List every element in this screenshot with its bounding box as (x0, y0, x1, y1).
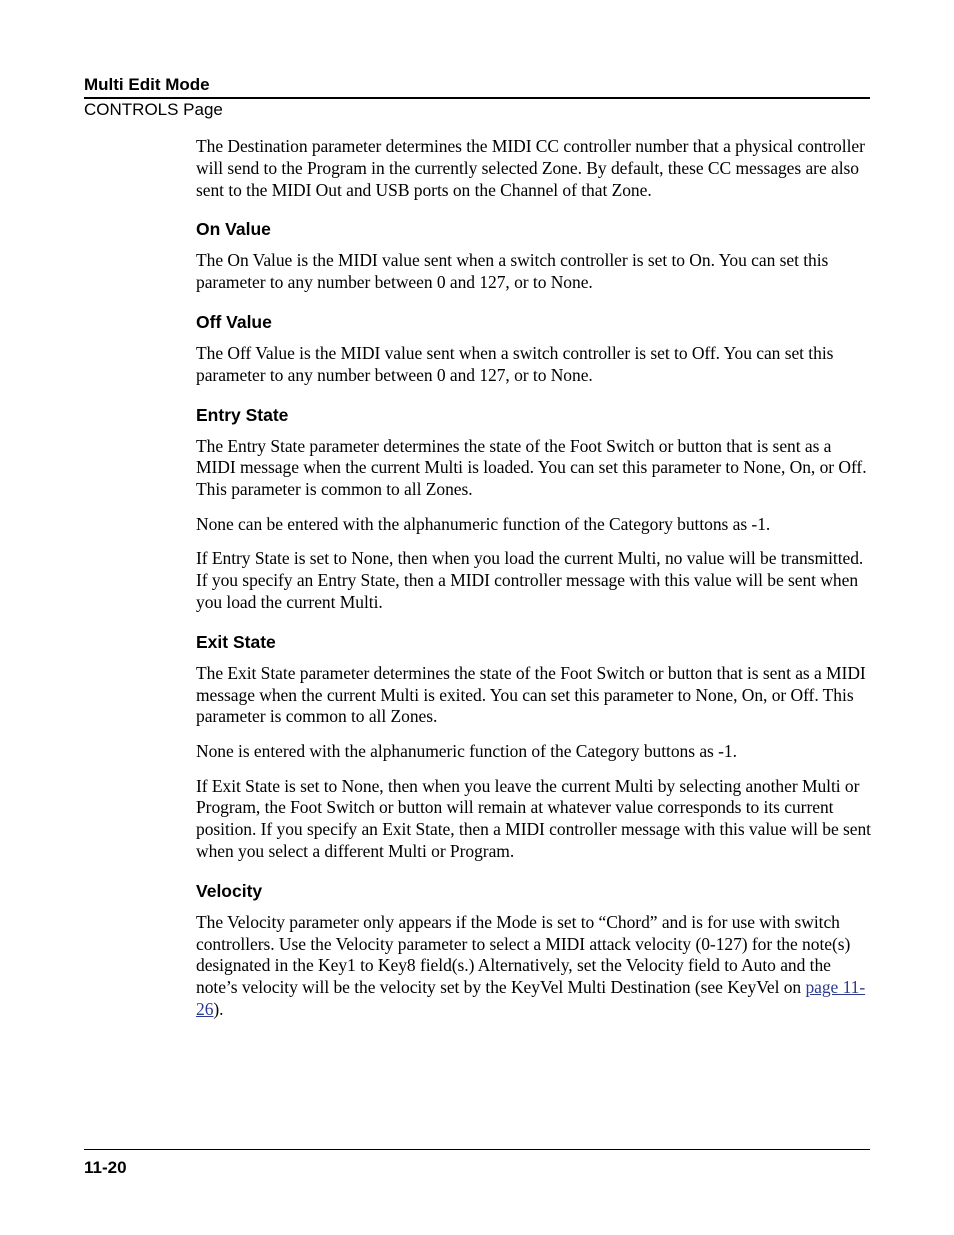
page-reference-link[interactable]: page 11-26 (196, 977, 866, 1019)
on-value-paragraph: The On Value is the MIDI value sent when a switch controller is set to On. You can set this parameter to any number between 0 and 127, or to None. (196, 250, 829, 293)
velocity-paragraph (196, 912, 872, 1021)
heading-entry-state: Entry State (196, 404, 289, 425)
footer-divider (84, 1149, 870, 1150)
off-value-paragraph: The Off Value is the MIDI value sent when a switch controller is set to Off. You can set this parameter to any number between 0 and 127, or to None. (196, 342, 834, 385)
entry-state-paragraph-2: None can be entered with the alphanumeric function of the Category buttons as -1. (196, 513, 771, 534)
exit-state-paragraph-2: None is entered with the alphanumeric function of the Category buttons as -1. (196, 740, 737, 761)
velocity-text: The Velocity parameter only appears if the Mode is set to “Chord” and is for use with switch controllers. Use the Velocity parameter to select a MIDI attack velocity (0-127) for the note(s) designated in the Key1 to Key8 field(s.) Alternatively, set the Velocity field to Auto and the note’s velocity will be the velocity set by the KeyVel Multi Destination (see KeyVel on (196, 911, 851, 998)
exit-state-paragraph-3: If Exit State is set to None, then when you leave the current Multi by selecting another Multi or Program, the Foot Switch or button will remain at whatever value corresponds to its current position. If you specify an Exit State, then a MIDI controller message with this value will be sent when you select a different Multi or Program. (196, 775, 871, 861)
main-content (196, 136, 872, 1034)
exit-state-paragraph-1: The Exit State parameter determines the state of the Foot Switch or button that is sent as a MIDI message when the current Multi is exited. You can set this parameter to None, On, or Off. This parameter is common to all Zones. (196, 662, 866, 727)
entry-state-paragraph-1: The Entry State parameter determines the state of the Foot Switch or button that is sent as a MIDI message when the current Multi is loaded. You can set this parameter to None, On, or Off. This parameter is common to all Zones. (196, 435, 867, 500)
section-subtitle: CONTROLS Page (84, 100, 223, 119)
heading-off-value: Off Value (196, 311, 272, 332)
intro-paragraph: The Destination parameter determines the MIDI CC controller number that a physical controller will send to the Program in the currently selected Zone. By default, these CC messages are also sent to the MIDI Out and USB ports on the Channel of that Zone. (196, 136, 865, 200)
page-number: 11-20 (84, 1158, 127, 1177)
velocity-text-end: ). (213, 998, 224, 1019)
chapter-title: Multi Edit Mode (84, 75, 210, 94)
entry-state-paragraph-3: If Entry State is set to None, then when you load the current Multi, no value will be transmitted. If you specify an Entry State, then a MIDI controller message with this value will be sent when you load the current Multi. (196, 548, 864, 612)
heading-velocity: Velocity (196, 880, 263, 901)
header-divider (84, 97, 870, 99)
heading-exit-state: Exit State (196, 631, 276, 652)
heading-on-value: On Value (196, 219, 271, 240)
